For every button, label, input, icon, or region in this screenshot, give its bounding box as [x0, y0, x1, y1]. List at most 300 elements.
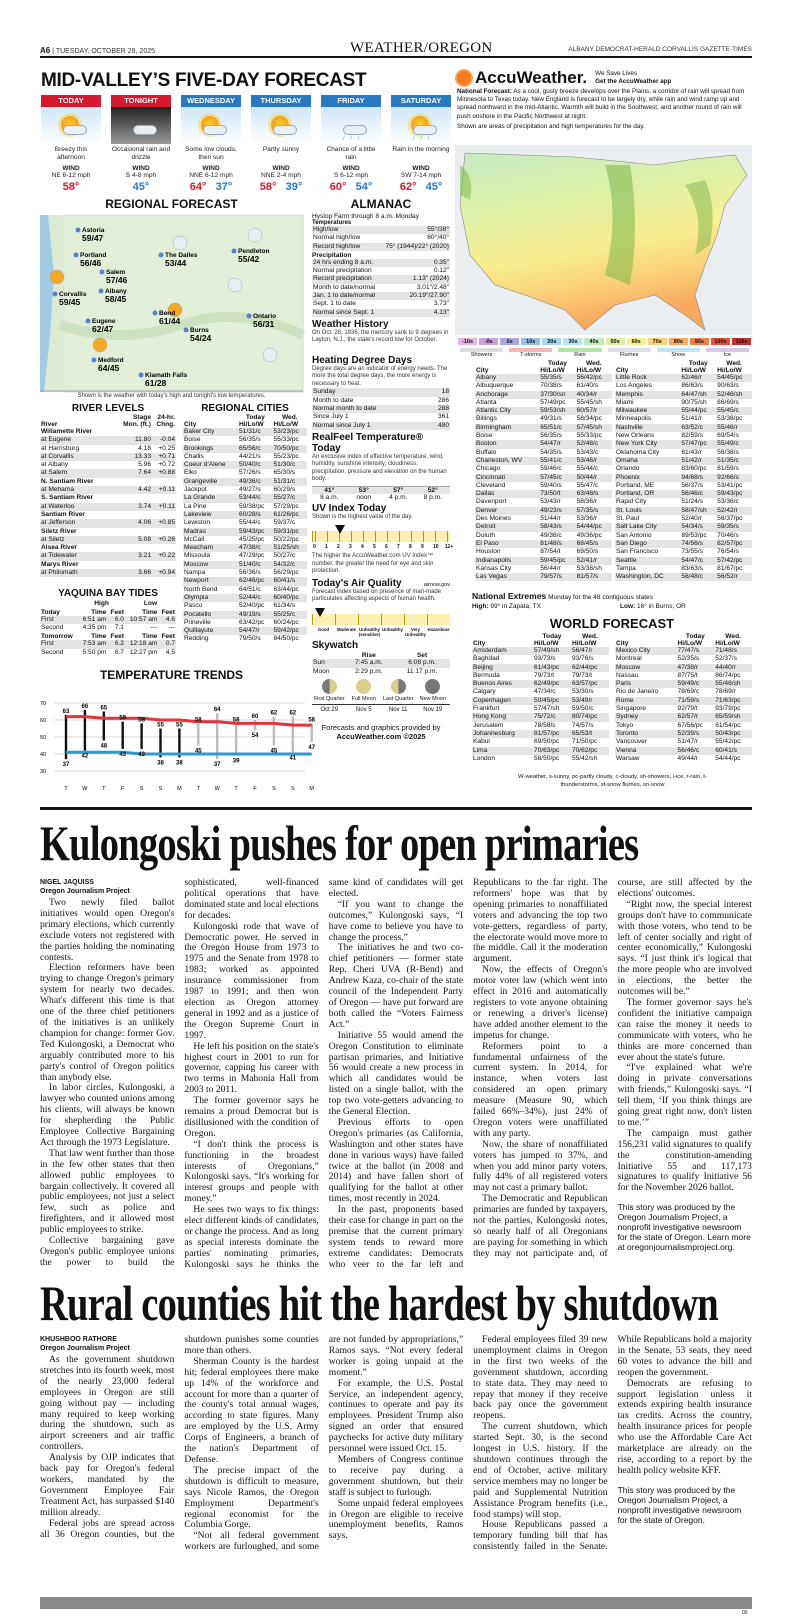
- city-row: [475, 440, 612, 448]
- today-forecast: 78/69/c: [677, 688, 700, 696]
- city-name: Baghdad: [473, 655, 500, 663]
- today-forecast: 49/23/s: [539, 507, 575, 515]
- x-tick-label: S: [290, 786, 295, 792]
- wed-forecast: 57/29/pc: [273, 502, 299, 510]
- col-time: Time: [91, 608, 107, 616]
- col-today: [680, 360, 716, 374]
- today-forecast: 71/59/s: [677, 697, 715, 705]
- city-name: Little Rock: [615, 374, 680, 382]
- rise: 2:29 p.m.: [355, 667, 383, 675]
- tides-title: YAQUINA BAY TIDES: [58, 588, 158, 599]
- city-row: [475, 557, 612, 565]
- wed-forecast: 53/49/r: [571, 697, 609, 705]
- city-row: [183, 552, 307, 560]
- city-name: Salt Lake City: [615, 523, 680, 531]
- col-format: Hi/Lo/W: [677, 640, 703, 647]
- table-header: [183, 414, 307, 428]
- col-label: Today: [547, 360, 567, 367]
- today-forecast: 51/44/r: [540, 515, 561, 523]
- change: +0.94: [152, 569, 176, 577]
- almanac-label: Jan. 1 to date/normal: [312, 292, 396, 300]
- city-row: [472, 738, 609, 746]
- city-dot-icon: [53, 292, 58, 297]
- wed-forecast: 55/45/sh: [576, 398, 602, 406]
- date: TUESDAY, OCTOBER 28, 2025: [55, 48, 156, 55]
- rise: 7:45 a.m.: [344, 659, 394, 667]
- precip-label: Ice: [723, 352, 732, 358]
- uv-tick: [399, 531, 400, 542]
- today-forecast: 62/57/r: [677, 713, 715, 721]
- city-name: Pasco: [184, 602, 203, 610]
- river-row: [40, 536, 176, 544]
- almanac-value: 75° (1944)/22° (2020): [371, 243, 450, 251]
- byline: NIGEL JAQUISS: [40, 879, 94, 886]
- today-forecast: 65/51/c: [539, 424, 575, 432]
- city-row: [183, 511, 307, 519]
- legend-precip: [506, 348, 555, 358]
- app-promo: Get the AccuWeather app: [595, 78, 672, 85]
- paragraph: “I've explained what we're doing in private conversations with friends,” Kulongoski says. “I tell them, ‘If you think things are going great right now, don't listen to me.’”: [617, 1062, 752, 1128]
- city-dot-icon: [232, 249, 237, 254]
- city-name: Jackpot: [184, 486, 207, 494]
- legend-precip: [654, 348, 703, 358]
- legend-temp: 20s: [541, 337, 562, 346]
- x-tick-label: S: [158, 786, 163, 792]
- river-name: Alsea River: [41, 544, 77, 552]
- col-city: City: [616, 640, 629, 647]
- almanac-label: Normal month to date: [312, 405, 427, 413]
- city-row: [475, 457, 612, 465]
- day-temps: [321, 181, 381, 193]
- almanac-row: [312, 292, 450, 300]
- temperature-trends-chart: [40, 692, 316, 802]
- legend-precip: [605, 348, 654, 358]
- today-forecast: 79/57/s: [539, 573, 575, 581]
- city-row: [615, 705, 752, 713]
- paragraph: The current shutdown, which started Sept. 30, is the second longest in U.S. history. If the shutdown continues through the end of October, active military service members may no longer be paid and Supplemental Nutrition Assistance Program benefits (i.e., food stamps) will stop.: [473, 1421, 608, 1520]
- day-label: TODAY: [41, 95, 101, 107]
- forecast-day-wednesday: [181, 95, 241, 193]
- wed-forecast: 59/31/pc: [273, 528, 307, 536]
- paragraph: In labor circles, Kulongoski, a lawyer who counted unions among his clients, will always be known for shepherding the Public Employee Collective Bargaining Act through the 1973 Legislature.: [40, 1082, 175, 1148]
- city-dot-icon: [159, 253, 164, 258]
- col-today: [533, 633, 571, 647]
- wed-forecast: 52/42/r: [716, 507, 752, 515]
- city-row: [472, 730, 609, 738]
- city-row: [475, 449, 612, 457]
- city-row: [615, 722, 752, 730]
- today-forecast: 54/35/s: [540, 448, 562, 456]
- page-info: A6 | TUESDAY, OCTOBER 28, 2025: [40, 46, 156, 55]
- city-row: [472, 697, 609, 705]
- tide-row: [40, 640, 176, 648]
- city-row: [615, 474, 752, 482]
- precip-legend: [457, 348, 752, 358]
- today-forecast: 57/47/pc: [680, 440, 716, 448]
- low-temp: 39°: [285, 181, 303, 193]
- stage: 11.80: [116, 436, 152, 444]
- city-name: Kabul: [473, 738, 490, 746]
- moon-phase: [416, 679, 451, 702]
- stage: 3.74: [116, 503, 152, 511]
- city-name: The Dalles: [165, 252, 198, 259]
- city-dot-icon: [100, 270, 105, 275]
- wed-forecast: 61/40/s: [576, 382, 599, 390]
- almanac-row: [312, 284, 450, 292]
- city-row: [615, 391, 752, 399]
- city-name: Nashville: [615, 424, 680, 432]
- low-label: 37: [213, 762, 221, 769]
- city-name: Washington, DC: [615, 573, 680, 581]
- tagline: We Save Lives: [595, 70, 638, 77]
- wed-forecast: 53/41/pc: [717, 481, 743, 489]
- wind-label: WIND: [272, 165, 290, 172]
- today-forecast: 56/35/s: [239, 436, 261, 444]
- table-header: [615, 633, 752, 647]
- day-label: THURSDAY: [251, 95, 311, 107]
- today-forecast: 77/47/s: [677, 647, 715, 655]
- city-row: [183, 486, 307, 494]
- col-today: [539, 360, 575, 374]
- city-name: New York City: [615, 440, 680, 448]
- wind-label: WIND: [62, 165, 80, 172]
- city-name: Nampa: [184, 569, 206, 577]
- uv-tick-label: 11+: [445, 544, 454, 551]
- wed-forecast: 63/48/s: [576, 490, 612, 498]
- x-tick-label: S: [272, 786, 276, 792]
- city-dot-icon: [99, 289, 104, 294]
- almanac-row: [312, 234, 450, 242]
- city-name: Las Vegas: [475, 573, 539, 581]
- credit-accuweather: AccuWeather.com ©2025: [336, 731, 426, 741]
- wed-forecast: 55/27/c: [273, 494, 307, 502]
- x-tick-label: F: [253, 786, 257, 792]
- today-forecast: 56/37/s: [681, 481, 703, 489]
- high-label: 58: [308, 717, 316, 724]
- x-tick-label: T: [64, 786, 68, 792]
- almanac-value: 480: [427, 422, 450, 430]
- today-forecast: 83/60/pc: [681, 465, 707, 473]
- oregon-map: [40, 215, 303, 392]
- paragraph: As the government shutdown stretches into its fourth week, most of the nearly 23,000 federal employees in Oregon are still going without pay — including many required to keep working during the shutdown, such as airport screeners and air traffic controllers.: [40, 1354, 175, 1453]
- today-forecast: 57/47/sh: [533, 705, 560, 713]
- city-row: [475, 424, 612, 432]
- almanac-row: [312, 309, 450, 317]
- today-forecast: 52/44/c: [238, 594, 272, 602]
- river-name-row: [40, 544, 176, 552]
- realfeel-item: [347, 486, 382, 501]
- city-name: Newport: [183, 577, 238, 585]
- wed-forecast: 58/34/pc: [576, 415, 602, 423]
- day-label: FRIDAY: [321, 95, 381, 107]
- uv-scale: [312, 525, 454, 553]
- city-row: [615, 747, 752, 755]
- today-forecast: 55/44/c: [239, 519, 261, 527]
- wed-forecast: 92/66/s: [716, 474, 752, 482]
- city-name: Pocatello: [183, 611, 238, 619]
- almanac-label: Since July 1: [313, 413, 349, 421]
- uv-tick: [315, 531, 316, 542]
- today-forecast: 49/31/s: [540, 415, 562, 423]
- almanac-value: 4.13": [396, 309, 450, 317]
- col-feet: Feet: [110, 608, 124, 616]
- city-name: Corvallis: [59, 291, 87, 298]
- rain-drops-icon: / / /: [413, 136, 432, 142]
- stage: 13.33: [116, 453, 152, 461]
- col-feet: Feet: [161, 633, 175, 641]
- legend-temp: 30s: [562, 337, 583, 346]
- realfeel-time: 8 a.m.: [320, 493, 339, 501]
- col-rise: Rise: [361, 652, 376, 660]
- realfeel-item: [416, 486, 451, 501]
- today-forecast: 78/58/s: [533, 721, 556, 729]
- moon-phase-label: New Moon: [419, 695, 446, 702]
- realfeel-temp: 52°: [416, 487, 451, 494]
- legend-temp: 60s: [626, 337, 647, 346]
- river-levels: [40, 403, 176, 577]
- city-name: Mexico City: [615, 647, 677, 655]
- aq-tick: [335, 614, 336, 625]
- tide-row: [40, 616, 176, 624]
- stage: 3.66: [116, 569, 152, 577]
- wed-forecast: 61/26/pc: [273, 511, 307, 519]
- col-wed: [716, 360, 752, 374]
- col-city: City: [616, 367, 629, 374]
- city-name: Ontario: [253, 313, 277, 320]
- col-label: Today: [542, 633, 562, 640]
- moon-icon: [425, 679, 440, 694]
- low-label: 38: [157, 760, 164, 767]
- city-temps: 58/45: [105, 294, 127, 304]
- change: +0.85: [152, 519, 176, 527]
- today-forecast: 51/40/c: [238, 561, 272, 569]
- city-name: Calgary: [473, 688, 496, 696]
- city-row: [615, 507, 752, 515]
- paragraph: Democrats are refusing to support legislation unless it extends expiring health insurance tax credits. Across the country, health insurance prices for people who use the Affordable Care Act marketplace are already on the rise, according to a report by the health policy website KFF.: [617, 1377, 752, 1476]
- sun-cloud-icon: [181, 107, 241, 144]
- day-description: Occasional rain and drizzle: [111, 146, 171, 161]
- realfeel-text: An exclusive index of effective temperature, wind, humidity, sunshine intensity, cloudiness, precipitation, pressure and elevation on the human body.: [312, 453, 447, 483]
- day-description: Rain in the morning: [392, 146, 450, 153]
- high-label: 58: [138, 717, 145, 724]
- wed-forecast: 53/46/r: [576, 457, 612, 465]
- col-set: Set: [416, 652, 428, 660]
- city-row: [472, 680, 609, 688]
- wed-forecast: 51/30/c: [273, 461, 307, 469]
- tide-lt: 12:27 pm: [129, 648, 158, 656]
- tide-lt: 10:57 am: [125, 616, 158, 624]
- low-label: 54: [251, 733, 259, 740]
- wind-value: S 4-8 mph: [125, 172, 157, 179]
- river-name-row: [40, 428, 176, 436]
- city-row: [475, 407, 612, 415]
- today-forecast: 59/40/s: [540, 481, 562, 489]
- y-tick-label: 70: [40, 701, 47, 707]
- tide-row: [40, 649, 176, 657]
- sun-rain-icon: [391, 107, 451, 144]
- uv-tick: [387, 531, 388, 542]
- city-row: [615, 482, 752, 490]
- rain-icon: [321, 107, 381, 144]
- tide-lt: 12:18 am: [125, 640, 158, 648]
- city-name: Duluth: [476, 531, 496, 539]
- day-temps: [111, 181, 171, 193]
- wed-forecast: 80/74/pc: [571, 713, 609, 721]
- city-row: [615, 490, 752, 498]
- wed-forecast: 49/36/pc: [576, 531, 602, 539]
- wed-forecast: 54/32/c: [273, 561, 307, 569]
- almanac-label: Sept. 1 to date: [313, 300, 356, 308]
- tide-ht: 6:51 am: [78, 616, 107, 624]
- today-forecast: 49/44/r: [677, 754, 699, 762]
- today-forecast: 49/36/c: [238, 478, 272, 486]
- city-name: Pendleton: [238, 248, 270, 255]
- city-row: [183, 577, 307, 585]
- wed-forecast: 55/46/sh: [714, 680, 752, 688]
- river-row: [40, 552, 176, 560]
- col-wed: [576, 360, 612, 374]
- today-forecast: 55/41/c: [539, 457, 575, 465]
- today-forecast: 55/44/pc: [680, 407, 716, 415]
- paragraph: Federal employees filed 39 new unemployment claims in Oregon in the first two weeks of the government shutdown, according to state data. They may need to repay that money if they receive back pay once the government reopens.: [473, 1334, 608, 1422]
- world-left: [472, 633, 609, 763]
- city-name: Eugene: [92, 318, 116, 325]
- almanac-label: 24 hrs ending 8 a.m.: [312, 259, 396, 267]
- col-city: City: [184, 421, 197, 428]
- almanac-label: Sunday: [312, 388, 427, 396]
- y-tick-label: 50: [40, 735, 47, 741]
- low-label: 43: [138, 751, 145, 758]
- city-name: Indianapolis: [475, 557, 539, 565]
- city-row: [475, 432, 612, 440]
- today-forecast: 94/68/s: [680, 474, 716, 482]
- city-name: Brookings: [183, 445, 238, 453]
- legend-temp: 70s: [647, 337, 668, 346]
- uv-tick-label: 7: [397, 544, 400, 551]
- almanac-row: [312, 388, 450, 396]
- today-forecast: 56/44/r: [540, 564, 561, 572]
- city-name: Bend: [159, 310, 176, 317]
- city-name: Boise: [476, 432, 493, 440]
- tide-day-row: [40, 607, 176, 615]
- tide-hf: 6.0: [107, 616, 125, 624]
- realfeel-temp: 41°: [312, 487, 347, 494]
- world-forecast-title: WORLD FORECAST: [549, 616, 675, 631]
- aq-title: Today's Air Quality: [312, 577, 402, 589]
- cloud-icon: [413, 125, 437, 135]
- today-forecast: 62/49/pc: [533, 680, 571, 688]
- almanac-value: 361: [437, 413, 449, 421]
- wed-forecast: 63/57/pc: [571, 680, 609, 688]
- col-label: Wed.: [725, 633, 741, 640]
- cloud-icon: [273, 125, 297, 135]
- day-label: TONIGHT: [111, 95, 171, 107]
- headline-shutdown: Rural counties hit the hardest by shutdown: [40, 1275, 718, 1331]
- city-name: Singapore: [616, 705, 647, 713]
- national-text: As a cool, gusty breeze develops over the Plains, a corridor of rain will spread from Minnesota to Texas today. New England is forecast to be largely dry, while rain and wind ramp up and spread northward in the mid-Atlantic. Warmth will build in the Southwest, and another round of rain will push onshore in the Pacific Northwest at night.: [457, 88, 745, 120]
- today-forecast: 57/45/c: [539, 474, 575, 482]
- gauge-location: at Salem: [40, 469, 116, 477]
- almanac-row: [312, 267, 450, 275]
- wed-forecast: 70/50/pc: [273, 445, 307, 453]
- moon-phase-label: Full Moon: [351, 695, 376, 702]
- change: +0.22: [152, 552, 176, 560]
- city-row: [615, 697, 752, 705]
- city-row: [615, 565, 752, 573]
- today-forecast: 56/36/s: [239, 569, 261, 577]
- col-label: Wed.: [582, 633, 598, 640]
- almanac-row: [312, 259, 450, 267]
- city-name: Missoula: [184, 552, 211, 560]
- uv-tick: [327, 531, 328, 542]
- col-label: Today: [245, 414, 265, 421]
- col-today: [677, 633, 715, 647]
- wed-forecast: 61/54/pc: [715, 721, 741, 729]
- city-name: London: [473, 754, 496, 762]
- almanac-title: ALMANAC: [350, 197, 412, 211]
- wed-forecast: 53/43/c: [576, 448, 599, 456]
- body: Moon: [313, 667, 330, 675]
- city-name: Moscow: [615, 664, 677, 672]
- wed-forecast: 84/50/pc: [273, 635, 299, 643]
- city-row: [183, 503, 307, 511]
- extremes-sub: Monday for the 48 contiguous states: [548, 594, 653, 601]
- cloud-icon: [173, 236, 187, 250]
- city-name: Buffalo: [476, 448, 497, 456]
- city-row: [615, 532, 752, 540]
- low-label: 42: [81, 753, 89, 760]
- wed-forecast: 82/57/pc: [716, 540, 752, 548]
- x-tick-label: T: [196, 786, 200, 792]
- today-forecast: 59/49/c: [677, 680, 715, 688]
- low-label: Low:: [620, 603, 636, 610]
- wed-forecast: 86/74/pc: [715, 671, 741, 679]
- river-name-row: [40, 494, 176, 502]
- uv-tick-label: 8: [409, 544, 412, 551]
- col-wed: [273, 414, 307, 428]
- city-name: Bermuda: [473, 671, 500, 679]
- aq-level-label: Unhealthy: [382, 626, 403, 632]
- city-name: Albany: [475, 374, 539, 382]
- city-name: Albuquerque: [476, 382, 514, 390]
- divider: [40, 807, 752, 810]
- today-forecast: 47/38/r: [677, 664, 715, 672]
- wed-forecast: 70/62/pc: [571, 747, 609, 755]
- wed-forecast: 52/48/c: [576, 440, 612, 448]
- paragraph: Sherman County is the hardest hit; federal employees there make up 14% of the workforce and account for more than a quarter of the county's total annual wages, according to state figures. Many are employed by the U.S. Army Corps of Engineers, a branch of the nation's Department of Defense.: [184, 1355, 319, 1465]
- river-row: [40, 469, 176, 477]
- high-temp: 58°: [62, 181, 80, 193]
- paragraph: He left his position on the state's highest court in 2001 to run for governor, capping his career with two terms in Mahonia Hall from 2003 to 2011.: [184, 1040, 319, 1096]
- paragraph: That law went further than those in the few other states that then allowed public employees to bargain collectively. It covered all public employees, not just a select few, such as police and firefighters, and it allowed most public employees to strike.: [40, 1147, 175, 1236]
- wed-forecast: 59/50/c: [571, 705, 594, 713]
- stage: 5.96: [138, 461, 151, 469]
- city-dot-icon: [86, 319, 91, 324]
- river-levels-title: RIVER LEVELS: [71, 403, 145, 414]
- high-label: 60: [251, 714, 259, 720]
- y-tick-label: 60: [40, 718, 47, 724]
- almanac-label: Month to date/normal: [313, 283, 376, 291]
- wed-forecast: 52/46/sh: [716, 391, 752, 399]
- city-row: [183, 569, 307, 577]
- uv-bar: [312, 531, 450, 542]
- wed-forecast: 62/44/pc: [571, 664, 609, 672]
- city-row: [183, 445, 307, 453]
- us-weather-map: [455, 145, 752, 335]
- city-name: Boston: [475, 440, 539, 448]
- footer-code: 00: [742, 1610, 748, 1616]
- city-row: [615, 680, 752, 688]
